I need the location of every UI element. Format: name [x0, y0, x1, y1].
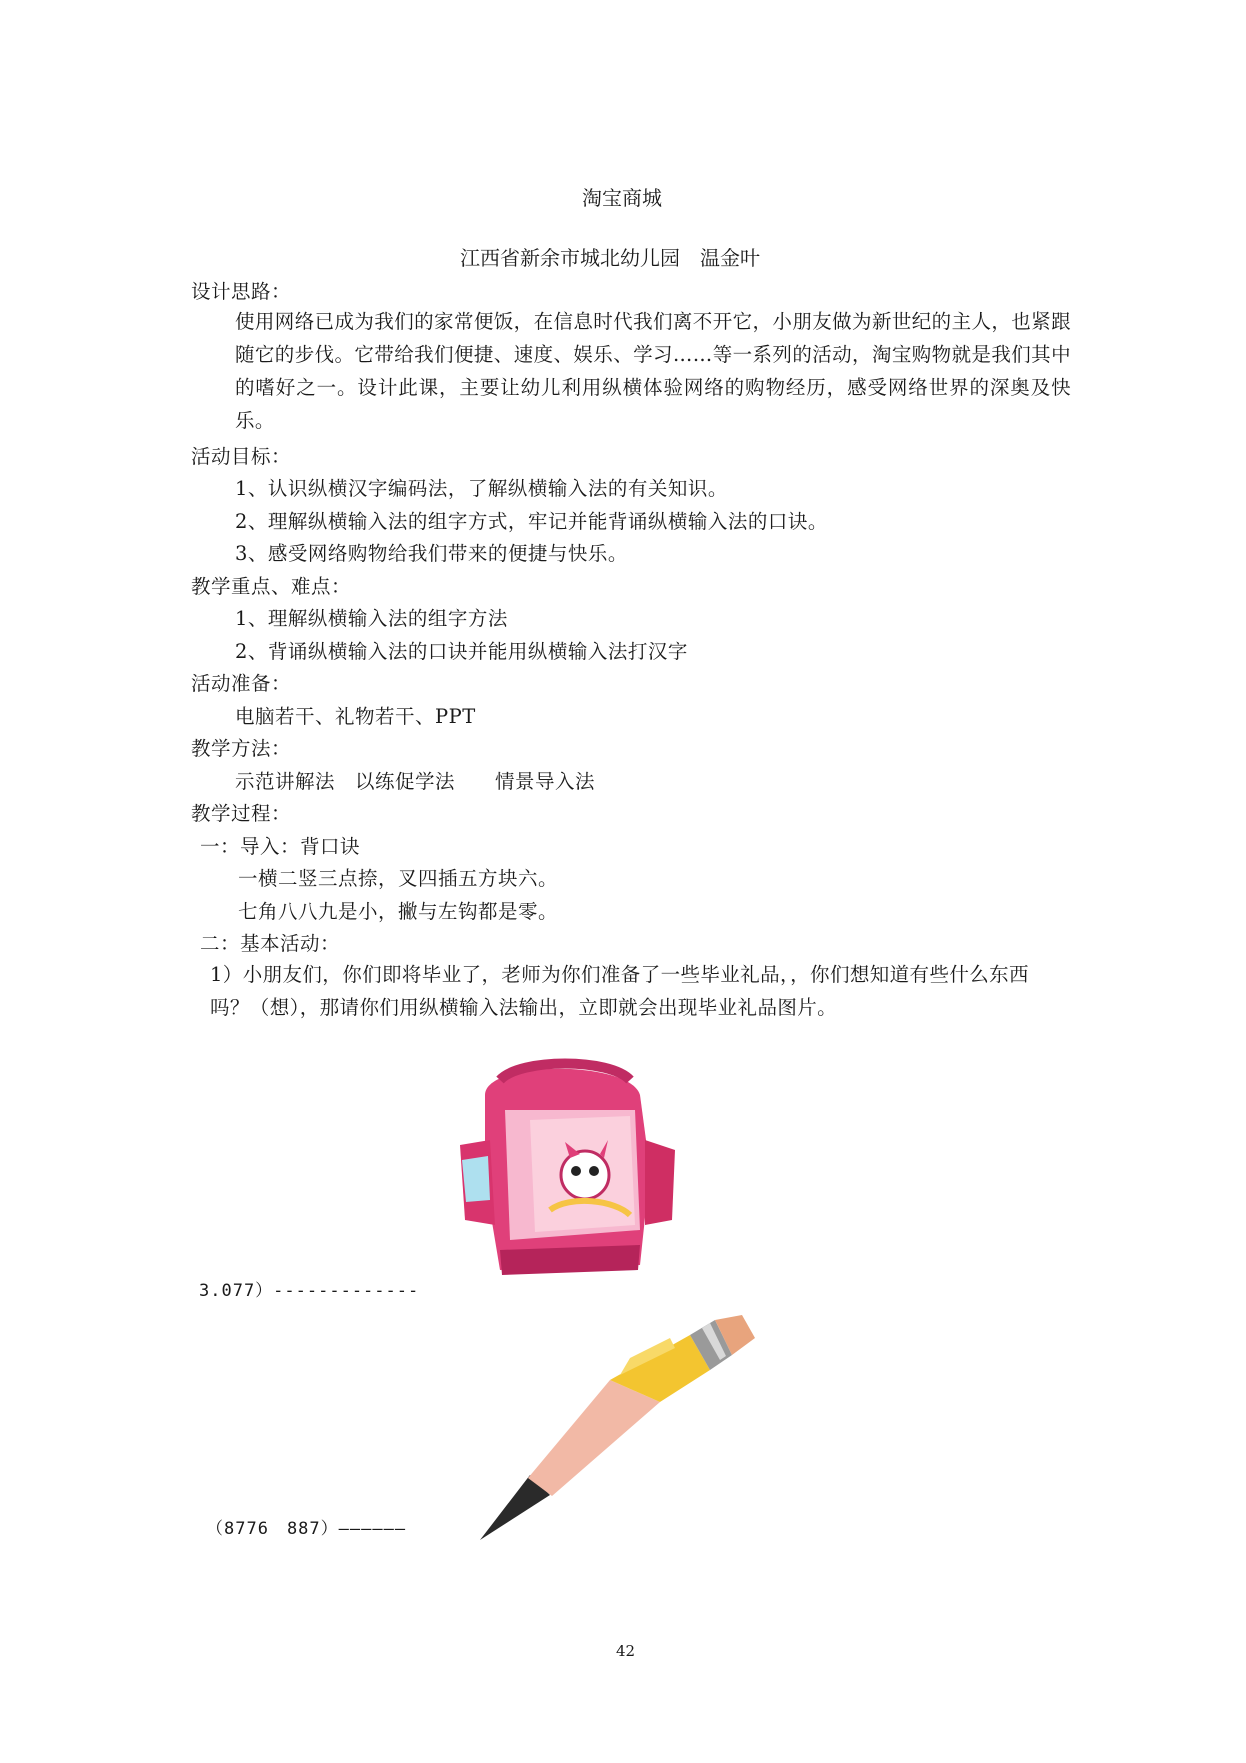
goal-item-1: 1、认识纵横汉字编码法，了解纵横输入法的有关知识。 — [235, 477, 728, 500]
design-text: 使用网络已成为我们的家常便饭，在信息时代我们离不开它，小朋友做为新世纪的主人，也紧跟随它的步伐。它带给我们便捷、速度、娱乐、学习……等一系列的活动，淘宝购物就是我们其中的嗜好之一。设计此课，主要让幼儿利用纵横体验网络的购物经历，感受网络世界的深奥及快乐。 — [235, 310, 1071, 432]
preparation-text: 电脑若干、礼物若干、PPT — [235, 705, 476, 728]
page-title: 淘宝商城 — [582, 186, 662, 210]
rhyme-line-1: 一横二竖三点捺，叉四插五方块六。 — [238, 867, 559, 890]
activity-paragraph — [200, 958, 1056, 1024]
keypoint-item-1: 1、理解纵横输入法的组字方法 — [235, 607, 508, 630]
goal-item-3: 3、感受网络购物给我们带来的便捷与快乐。 — [235, 542, 628, 565]
author-line: 江西省新余市城北幼儿园 温金叶 — [460, 246, 760, 270]
keypoints-heading: 教学重点、难点： — [191, 575, 352, 598]
preparation-heading: 活动准备： — [191, 672, 292, 695]
process-heading: 教学过程： — [191, 802, 292, 825]
backpack-image — [440, 1050, 700, 1280]
page-number: 42 — [616, 1642, 636, 1660]
process-step2: 二：基本活动： — [200, 932, 341, 955]
item-code-pencil: （8776 887）—————— — [206, 1519, 407, 1539]
methods-heading: 教学方法： — [191, 737, 292, 760]
design-paragraph — [191, 305, 1071, 437]
activity-text: 1）小朋友们，你们即将毕业了，老师为你们准备了一些毕业礼品，，你们想知道有些什么东西吗？（想），那请你们用纵横输入法输出，立即就会出现毕业礼品图片。 — [210, 963, 1029, 1019]
design-heading: 设计思路： — [191, 280, 292, 303]
rhyme-line-2: 七角八八九是小，撇与左钩都是零。 — [238, 900, 559, 923]
keypoint-item-2: 2、背诵纵横输入法的口诀并能用纵横输入法打汉字 — [235, 640, 688, 663]
goals-heading: 活动目标： — [191, 445, 292, 468]
item-code-backpack: 3.077）------------- — [199, 1281, 420, 1301]
goal-item-2: 2、理解纵横输入法的组字方式，牢记并能背诵纵横输入法的口诀。 — [235, 510, 828, 533]
process-step1: 一：导入：背口诀 — [200, 835, 361, 858]
methods-text: 示范讲解法 以练促学法 情景导入法 — [235, 770, 596, 793]
pencil-image — [470, 1310, 790, 1550]
